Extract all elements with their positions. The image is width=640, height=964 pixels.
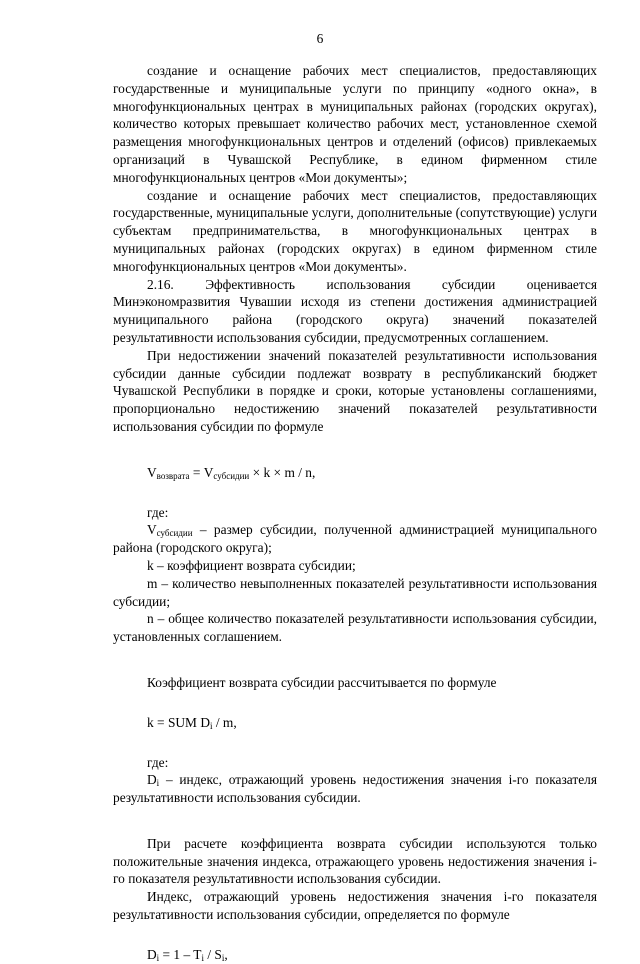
paragraph-refund-condition: При недостижении значений показателей результативности использования субсидии данные субсидии подлежат возврату в республиканский бюджет Чувашской Республики в порядке и сроки, которые установлены соглашениями, пропорционально недостижению значений показателей результативности использования субсидии по формуле bbox=[113, 347, 597, 434]
paragraph-coefficient-intro: Коэффициент возврата субсидии рассчитывается по формуле bbox=[147, 674, 497, 690]
formula-coefficient: k = SUM $D_i$ / m, bbox=[147, 714, 237, 731]
formula-refund-amount: $V_{возврата} = V_{субсидии} \times k \times m / n$, bbox=[147, 464, 316, 481]
where-label-1: где: bbox=[147, 504, 169, 520]
definition-d-index: $D_i$ – индекс, отражающий уровень недостижения значения i-го показателя результативности использования субсидии. bbox=[113, 772, 597, 806]
definition-k: k – коэффициент возврата субсидии; bbox=[147, 557, 356, 573]
definition-n: n – общее количество показателей результативности использования субсидии, установленных соглашением. bbox=[113, 611, 597, 645]
paragraph-section-2-16: 2.16. Эффективность использования субсидии оценивается Минэкономразвития Чувашии исходя из степени достижения администрацией муниципального района (городского округа) значений показателей результативности использования субсидии, предусмотренных соглашением. bbox=[113, 276, 597, 345]
paragraph-business-services: создание и оснащение рабочих мест специалистов, предоставляющих государственные, муниципальные услуги, дополнительные (сопутствующие) услуги субъектам предпринимательства, в многофункциональных центрах в муниципальных районах (городских округах) в едином фирменном стиле многофункциональных центров «Мои документы». bbox=[113, 187, 597, 274]
paragraph-mfc-workplaces: создание и оснащение рабочих мест специалистов, предоставляющих государственные и муниципальные услуги по принципу «одного окна», в многофункциональных центрах в муниципальных районах (городских округах), количество которых превышает количество рабочих мест, установленное схемой размещения многофункциональных центров и отделений (офисов) привлекаемых организаций в Чувашской Республике, в едином фирменном стиле многофункциональных центров «Мои документы»; bbox=[113, 63, 597, 185]
paragraph-positive-values: При расчете коэффициента возврата субсидии используются только положительные значения индекса, отражающего уровень недостижения значения i-го показателя результативности использования субсидии. bbox=[113, 835, 597, 887]
page-number: 6 bbox=[316, 31, 324, 46]
document-body bbox=[113, 62, 597, 964]
paragraph-index-intro: Индекс, отражающий уровень недостижения значения i-го показателя результативности использования субсидии, определяется по формуле bbox=[113, 889, 597, 923]
definition-v-subsidy: $V_{субсидии}$ – размер субсидии, полученной администрацией муниципального района (городского округа); bbox=[113, 522, 597, 556]
definition-m: m – количество невыполненных показателей результативности использования субсидии; bbox=[113, 575, 597, 609]
where-label-2: где: bbox=[147, 754, 169, 770]
formula-index: $D_i = 1 - T_i / S_i$, bbox=[147, 946, 228, 963]
